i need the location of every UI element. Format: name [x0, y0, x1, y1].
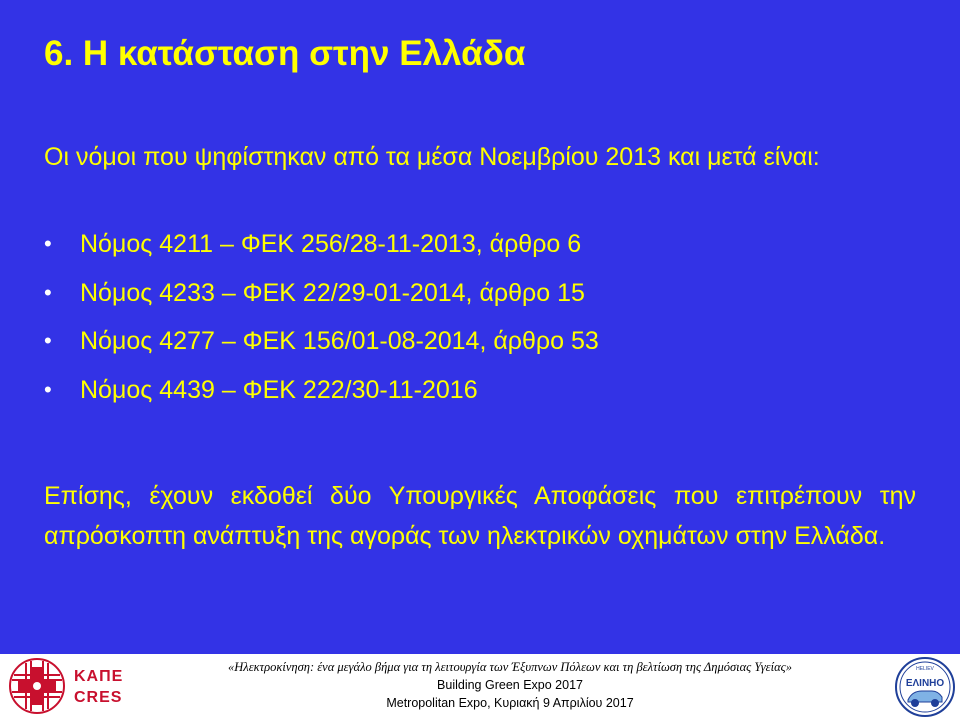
bullet-icon: • [44, 376, 52, 402]
list-item-text: Νόμος 4277 – ΦΕΚ 156/01-08-2014, άρθρο 53 [80, 327, 599, 355]
event-venue-date: Metropolitan Expo, Κυριακή 9 Απριλίου 2017 [386, 696, 634, 710]
bullet-icon: • [44, 279, 52, 305]
list-item-text: Νόμος 4439 – ΦΕΚ 222/30-11-2016 [80, 375, 478, 404]
slide-title: 6. Η κατάσταση στην Ελλάδα [44, 34, 526, 73]
elinho-logo-icon [894, 656, 956, 718]
event-title: «Ηλεκτροκίνηση: ένα μεγάλο βήμα για τη λειτουργία των Έξυπνων Πόλεων και τη βελτίωση της Δημόσιας Υγείας» [228, 660, 792, 674]
logo-top-text: HELIEV [916, 666, 934, 672]
intro-text: Οι νόμοι που ψηφίστηκαν από τα μέσα Νοεμβρίου 2013 και μετά είναι: [44, 143, 820, 171]
outro-text: Επίσης, έχουν εκδοθεί δύο Υπουργικές Αποφάσεις που επιτρέπουν την απρόσκοπτη ανάπτυξη της αγοράς των ηλεκτρικών οχημάτων στην Ελλάδα. [44, 482, 916, 550]
kape-logo-icon [8, 657, 66, 715]
cres-label: CRES [74, 689, 123, 706]
list-item [44, 273, 599, 322]
footer [0, 654, 960, 720]
law-list [44, 224, 599, 418]
list-item [44, 224, 599, 273]
list-item-text: Νόμος 4233 – ΦΕΚ 22/29-01-2014, άρθρο 15 [80, 278, 585, 307]
kape-cres-logo-text [74, 666, 123, 708]
footer-caption [140, 658, 880, 712]
event-name: Building Green Expo 2017 [437, 678, 583, 692]
list-item [44, 321, 599, 370]
kape-label: ΚΑΠΕ [74, 668, 124, 685]
list-item [44, 370, 599, 419]
bullet-icon: • [44, 231, 52, 256]
list-item-text: Νόμος 4211 – ΦΕΚ 256/28-11-2013, άρθρο 6 [80, 230, 582, 258]
bullet-icon: • [44, 328, 52, 353]
logo-main-text: ΕΛΙΝΗΟ [905, 678, 945, 689]
